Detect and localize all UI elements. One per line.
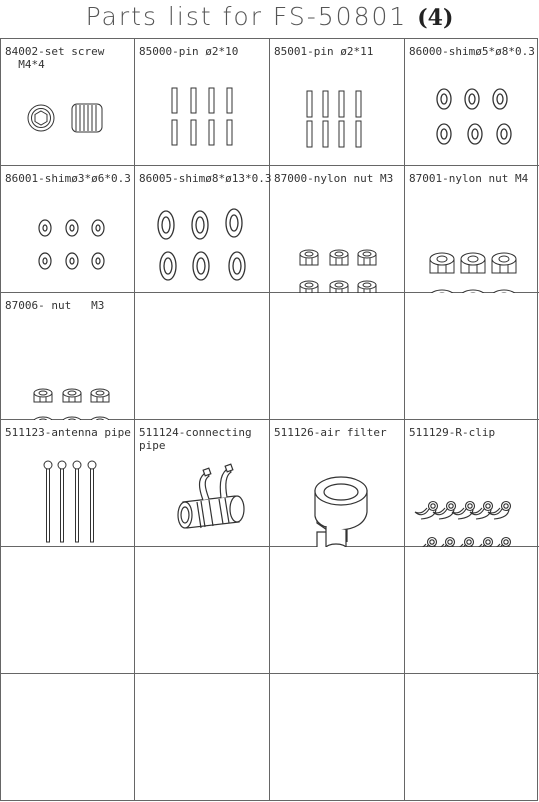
nut-drawing xyxy=(1,293,135,420)
part-cell-pin-11 xyxy=(270,39,405,166)
part-cell-empty xyxy=(135,547,270,674)
title-number: (4) xyxy=(417,5,454,31)
part-cell-empty xyxy=(135,674,270,800)
part-cell-empty xyxy=(405,674,539,800)
part-cell-empty xyxy=(270,293,405,420)
part-label: 511123-antenna pipe xyxy=(5,426,131,439)
part-label: 511126-air filter xyxy=(274,426,387,439)
part-cell-shim-5x8 xyxy=(405,39,539,166)
part-cell-shim-8x13 xyxy=(135,166,270,293)
part-cell-empty xyxy=(135,293,270,420)
part-label: 87000-nylon nut M3 xyxy=(274,172,394,185)
part-cell-set-screw xyxy=(1,39,135,166)
part-label: 84002-set screw M4*4 xyxy=(5,45,105,71)
part-label: 86005-shimø8*ø13*0.3 xyxy=(139,172,272,185)
shim-drawing xyxy=(405,39,539,166)
parts-grid xyxy=(0,38,538,801)
part-cell-pin-10 xyxy=(135,39,270,166)
part-cell-nylon-nut-m4 xyxy=(405,166,539,293)
part-label: 511124-connecting pipe xyxy=(139,426,252,452)
part-label: 511129-R-clip xyxy=(409,426,496,439)
part-label: 85000-pin ø2*10 xyxy=(139,45,239,58)
nylon-nut-drawing xyxy=(270,166,405,293)
part-cell-empty xyxy=(405,547,539,674)
set-screw-drawing xyxy=(1,39,135,166)
part-cell-antenna-pipe xyxy=(1,420,135,547)
connecting-pipe-drawing xyxy=(135,420,270,547)
nylon-nut-drawing xyxy=(405,166,539,293)
part-label: 87006- nut M3 xyxy=(5,299,105,312)
antenna-pipe-drawing xyxy=(1,420,135,547)
part-cell-shim-3x6 xyxy=(1,166,135,293)
part-label: 87001-nylon nut M4 xyxy=(409,172,529,185)
part-cell-empty xyxy=(270,674,405,800)
pin-drawing xyxy=(135,39,270,166)
part-cell-empty xyxy=(1,674,135,800)
page-title xyxy=(0,2,539,36)
part-cell-empty xyxy=(1,547,135,674)
part-cell-empty xyxy=(270,547,405,674)
title-text: Parts list for FS-50801 xyxy=(85,2,408,31)
part-cell-nut-m3 xyxy=(1,293,135,420)
part-label: 86000-shimø5*ø8*0.3 xyxy=(409,45,535,58)
part-label: 85001-pin ø2*11 xyxy=(274,45,374,58)
part-cell-nylon-nut-m3 xyxy=(270,166,405,293)
shim-drawing xyxy=(1,166,135,293)
part-label: 86001-shimø3*ø6*0.3 xyxy=(5,172,131,185)
air-filter-drawing xyxy=(270,420,405,547)
part-cell-empty xyxy=(405,293,539,420)
part-cell-air-filter xyxy=(270,420,405,547)
pin-drawing xyxy=(270,39,405,166)
shim-drawing xyxy=(135,166,270,293)
part-cell-connecting-pipe xyxy=(135,420,270,547)
part-cell-r-clip xyxy=(405,420,539,547)
r-clip-drawing xyxy=(405,420,539,547)
